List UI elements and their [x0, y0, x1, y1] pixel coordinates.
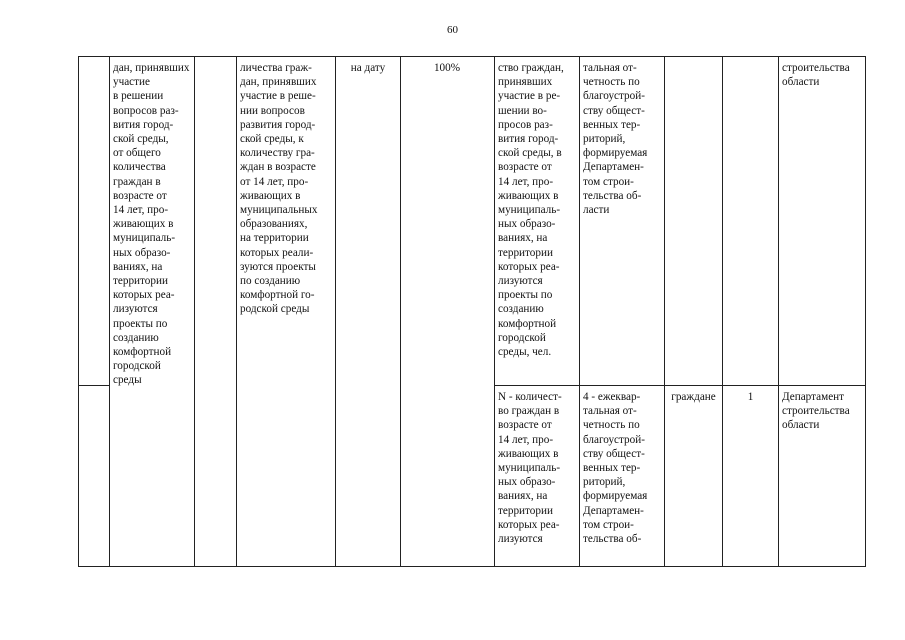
table-cell-r2-c7: N - количест- во граждан в возрасте от 14 лет, про- живающих в муниципаль- ных образо- ваниях, на территории которых реа- лизуются: [498, 391, 562, 546]
table-cell-r1-c5: на дату: [350, 62, 386, 74]
table-cell-r2-c10: 1: [747, 391, 754, 403]
table-column-divider: [400, 56, 401, 566]
table-border-left: [78, 56, 79, 566]
table-column-divider: [494, 56, 495, 566]
table-column-divider: [579, 56, 580, 566]
table-cell-r1-c2: дан, принявших участие в решении вопросов раз- вития город- ской среды, от общего количества граждан в возрасте от 14 лет, про- живающих в муниципаль- ных образо- ваниях, на территории которых реа- лизуются проекты по созданию комфортной городской среды: [113, 62, 190, 387]
row-divider: [78, 385, 109, 386]
table-column-divider: [778, 56, 779, 566]
table-column-divider: [722, 56, 723, 566]
table-cell-r2-c9: граждане: [671, 391, 716, 403]
table-column-divider: [194, 56, 195, 566]
table-border-right: [865, 56, 866, 566]
table-cell-r1-c4: личества граж- дан, принявших участие в реше- нии вопросов развития город- ской среды, к количеству гра- ждан в возрасте от 14 лет, про- живающих в муниципальных образованиях, на территории которых реали- зуются проекты по созданию комфортной го- родской среды: [240, 62, 318, 316]
table-cell-r2-c8: 4 - ежеквар- тальная от- четность по благоустрой- ству общест- венных тер- риторий, формируемая Департамен- том строи- тельства об-: [583, 391, 648, 546]
table-column-divider: [109, 56, 110, 566]
table-border-bottom: [78, 566, 866, 567]
table-column-divider: [236, 56, 237, 566]
table-column-divider: [664, 56, 665, 566]
table-column-divider: [335, 56, 336, 566]
page-number: 60: [447, 24, 458, 36]
row-divider: [494, 385, 866, 386]
table-cell-r2-c11: Департамент строительства области: [782, 391, 850, 432]
table-cell-r1-c11: строительства области: [782, 62, 850, 89]
table-border-top: [78, 56, 866, 57]
table-cell-r1-c8: тальная от- четность по благоустрой- ству общест- венных тер- риторий, формируемая Департамен- том строи- тельства об- ласти: [583, 62, 648, 217]
table-cell-r1-c6: 100%: [433, 62, 461, 74]
table-cell-r1-c7: ство граждан, принявших участие в ре- шении во- просов раз- вития город- ской среды, в возрасте от 14 лет, про- живающих в муниципаль- ных образо- ваниях, на территории которых реа- лизуются проекты по созданию комфортной городской среды, чел.: [498, 62, 564, 359]
